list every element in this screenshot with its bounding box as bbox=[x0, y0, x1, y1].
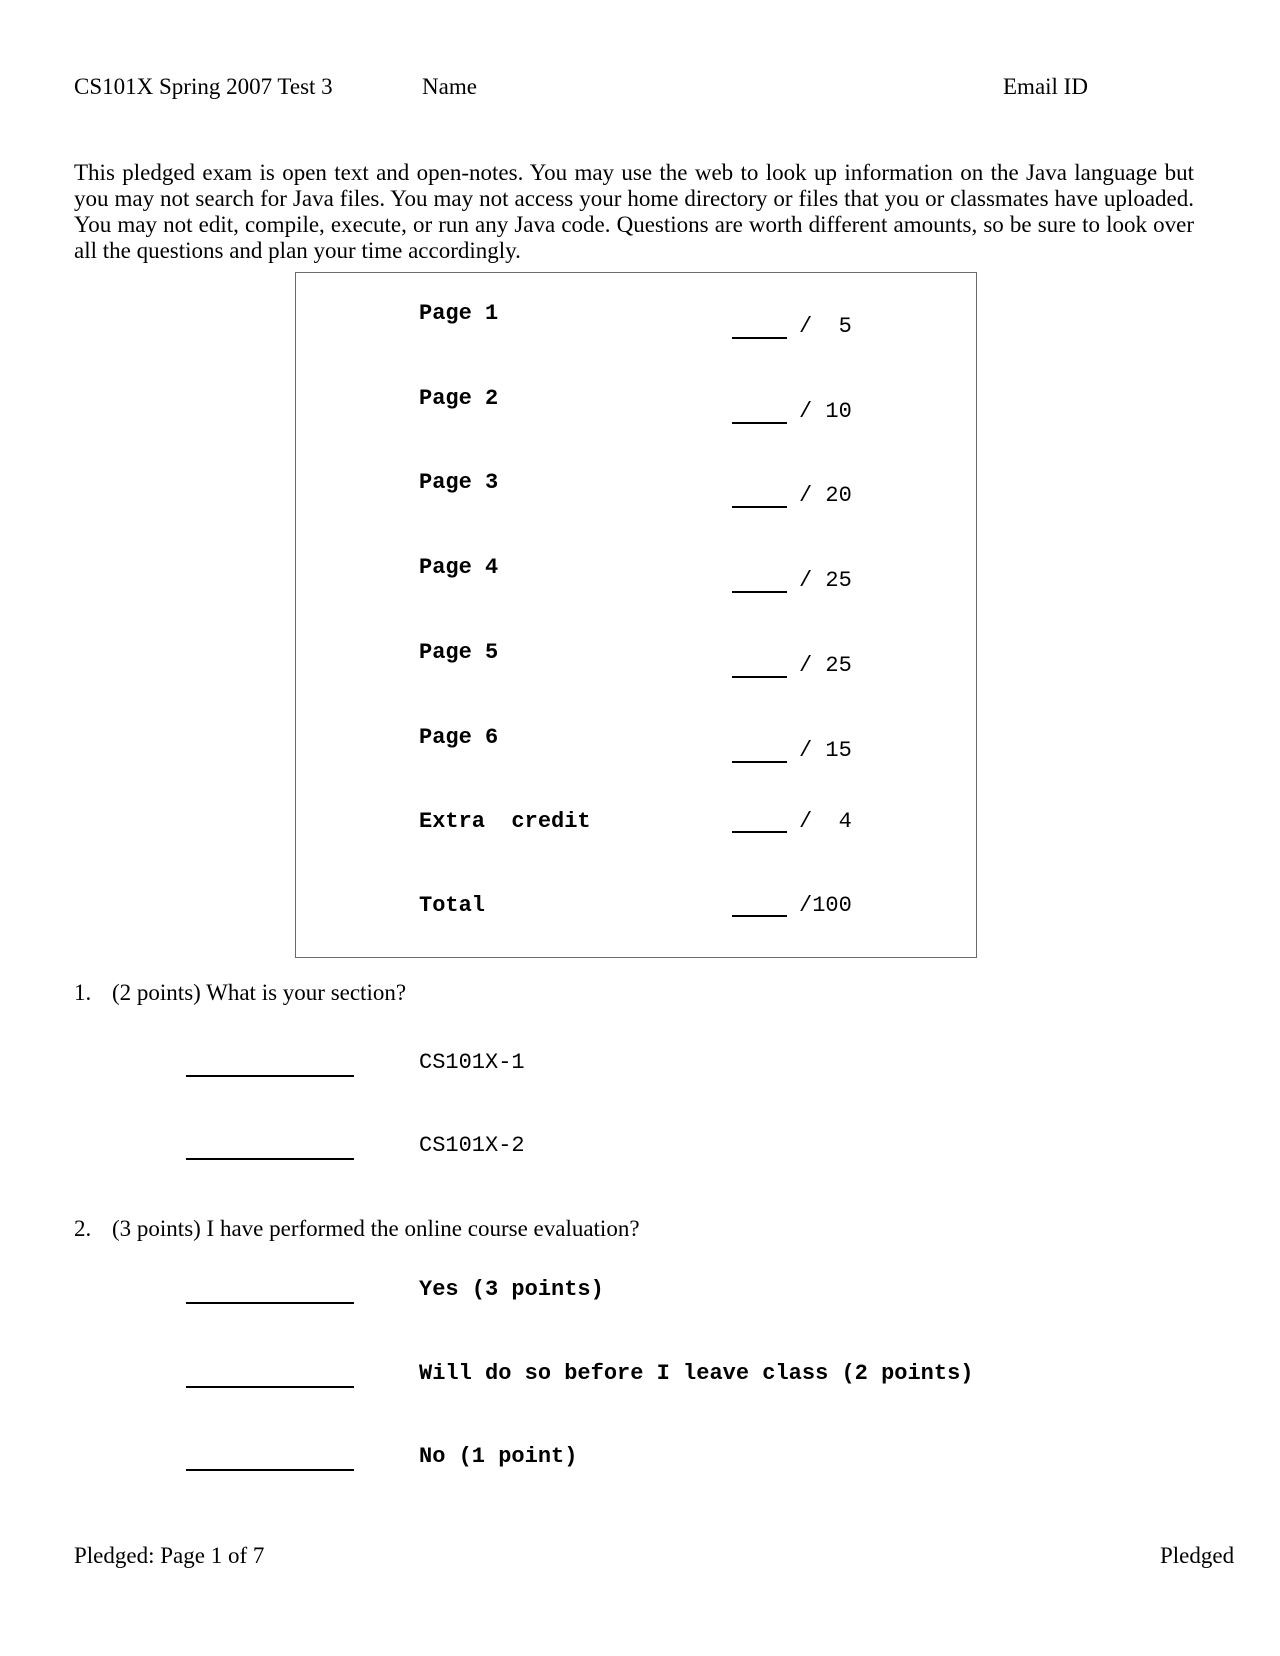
score-row-label: Page 3 bbox=[419, 470, 499, 495]
score-row-label: Page 6 bbox=[419, 725, 499, 750]
instructions-line: This pledged exam is open text and open-notes. You may use the web to look up information on the Java language but bbox=[74, 160, 1194, 185]
score-row-max: / 25 bbox=[799, 653, 852, 678]
answer-blank[interactable] bbox=[186, 1302, 354, 1304]
score-blank[interactable] bbox=[732, 506, 787, 508]
score-row-max: / 10 bbox=[799, 399, 852, 424]
score-blank[interactable] bbox=[732, 337, 787, 339]
footer-pledged: Pledged bbox=[1160, 1543, 1235, 1568]
answer-blank[interactable] bbox=[186, 1075, 354, 1077]
answer-blank[interactable] bbox=[186, 1158, 354, 1160]
score-blank[interactable] bbox=[732, 831, 787, 833]
score-row-label: Extra credit bbox=[419, 809, 591, 834]
instructions-line: You may not edit, compile, execute, or run any Java code. Questions are worth different amounts, so be sure to look over bbox=[74, 212, 1194, 237]
footer-page-info: Pledged: Page 1 of 7 bbox=[74, 1543, 265, 1568]
score-row-max: / 20 bbox=[799, 483, 852, 508]
score-row-max: / 15 bbox=[799, 738, 852, 763]
answer-option: CS101X-1 bbox=[419, 1050, 525, 1075]
score-row-label: Page 2 bbox=[419, 386, 499, 411]
instructions-line: you may not search for Java files. You may not access your home directory or files that you or classmates have uploaded. bbox=[74, 186, 1194, 211]
score-row-max: / 4 bbox=[799, 809, 852, 834]
answer-option: Will do so before I leave class (2 points) bbox=[419, 1361, 974, 1386]
score-row-label: Page 5 bbox=[419, 640, 499, 665]
score-row-max: / 25 bbox=[799, 568, 852, 593]
exam-title: CS101X Spring 2007 Test 3 bbox=[74, 74, 333, 99]
answer-option: CS101X-2 bbox=[419, 1133, 525, 1158]
question-number: 2. bbox=[74, 1216, 92, 1241]
score-row-label: Page 4 bbox=[419, 555, 499, 580]
answer-blank[interactable] bbox=[186, 1469, 354, 1471]
score-blank[interactable] bbox=[732, 761, 787, 763]
score-row-max: / 5 bbox=[799, 314, 852, 339]
instructions-line: all the questions and plan your time accordingly. bbox=[74, 238, 521, 263]
name-label: Name bbox=[422, 74, 477, 99]
score-blank[interactable] bbox=[732, 676, 787, 678]
score-row-max: /100 bbox=[799, 893, 852, 918]
question-number: 1. bbox=[74, 980, 92, 1005]
score-blank[interactable] bbox=[732, 591, 787, 593]
question-text: (3 points) I have performed the online course evaluation? bbox=[112, 1216, 640, 1241]
answer-blank[interactable] bbox=[186, 1386, 354, 1388]
score-row-label: Total bbox=[419, 893, 486, 918]
score-blank[interactable] bbox=[732, 422, 787, 424]
score-blank[interactable] bbox=[732, 915, 787, 917]
question-text: (2 points) What is your section? bbox=[112, 980, 407, 1005]
answer-option: No (1 point) bbox=[419, 1444, 578, 1469]
answer-option: Yes (3 points) bbox=[419, 1277, 604, 1302]
score-summary-box bbox=[295, 272, 977, 958]
score-row-label: Page 1 bbox=[419, 301, 499, 326]
email-id-label: Email ID bbox=[1003, 74, 1088, 99]
exam-instructions bbox=[74, 160, 1194, 264]
